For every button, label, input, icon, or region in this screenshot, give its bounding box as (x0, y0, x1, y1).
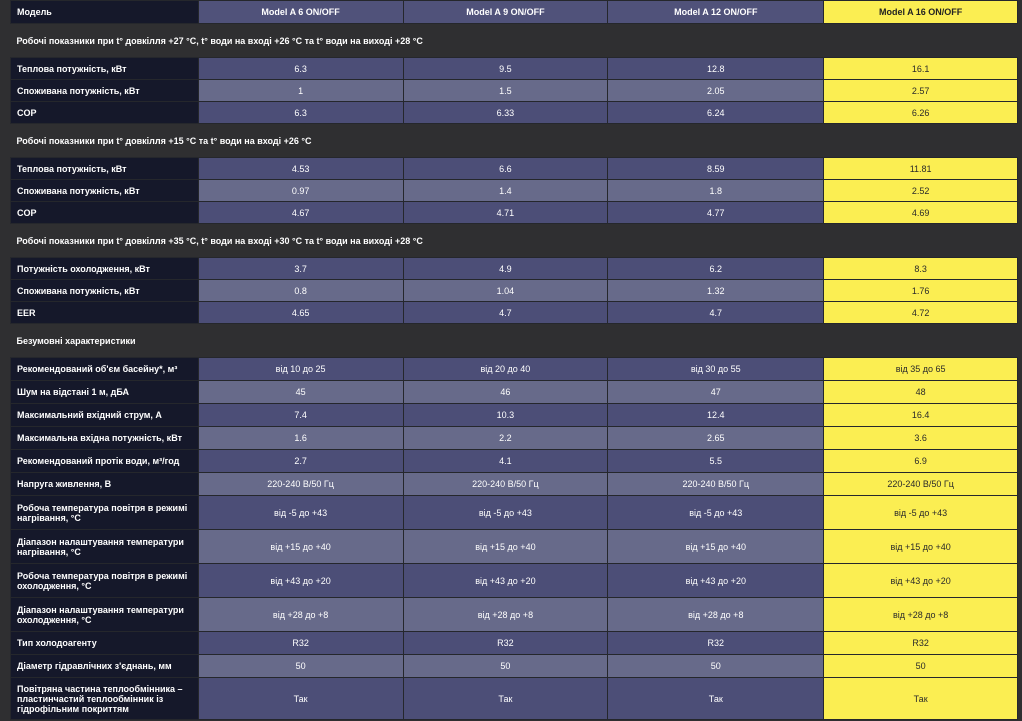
spec-value: 1.32 (608, 280, 824, 302)
spec-value: 1.5 (403, 80, 608, 102)
spec-label: Споживана потужність, кВт (11, 80, 199, 102)
spec-label: Теплова потужність, кВт (11, 58, 199, 80)
spec-value: від +15 до +40 (198, 530, 403, 564)
spec-value: від +28 до +8 (198, 598, 403, 632)
spec-label: Максимальний вхідний струм, A (11, 404, 199, 427)
spec-value: 50 (198, 655, 403, 678)
spec-row (11, 102, 1018, 124)
spec-value: 0.8 (198, 280, 403, 302)
spec-value-highlighted: 2.52 (824, 180, 1018, 202)
spec-value: 6.3 (198, 58, 403, 80)
spec-row (11, 427, 1018, 450)
section-title: Безумовні характеристики (11, 324, 1018, 358)
spec-value: 4.67 (198, 202, 403, 224)
spec-label: Напруга живлення, В (11, 473, 199, 496)
spec-value: від -5 до +43 (608, 496, 824, 530)
section-title: Робочі показники при t° довкілля +35 °C, t° води на вході +30 °C та t° води на виході +28 °C (11, 224, 1018, 258)
spec-value: від -5 до +43 (198, 496, 403, 530)
spec-value-highlighted: 6.26 (824, 102, 1018, 124)
spec-label: EER (11, 302, 199, 324)
section-title-row (11, 324, 1018, 358)
header-label: Модель (11, 1, 199, 24)
spec-value-highlighted: 16.4 (824, 404, 1018, 427)
spec-value: 6.6 (403, 158, 608, 180)
spec-value-highlighted: 4.69 (824, 202, 1018, 224)
spec-value: 47 (608, 381, 824, 404)
spec-row (11, 302, 1018, 324)
spec-value: 1.6 (198, 427, 403, 450)
section-title: Робочі показники при t° довкілля +15 °C та t° води на вході +26 °C (11, 124, 1018, 158)
spec-value: 6.24 (608, 102, 824, 124)
spec-row (11, 530, 1018, 564)
spec-value: 4.65 (198, 302, 403, 324)
spec-value: від +15 до +40 (403, 530, 608, 564)
spec-label: Діапазон налаштування температури нагрівання, °C (11, 530, 199, 564)
spec-value: Так (403, 678, 608, 720)
spec-row (11, 473, 1018, 496)
spec-value: 4.71 (403, 202, 608, 224)
spec-label: Шум на відстані 1 м, дБА (11, 381, 199, 404)
spec-value: від +43 до +20 (403, 564, 608, 598)
spec-value: R32 (403, 632, 608, 655)
spec-row (11, 598, 1018, 632)
spec-value: від +28 до +8 (608, 598, 824, 632)
spec-value: 4.1 (403, 450, 608, 473)
spec-row (11, 564, 1018, 598)
spec-value: від -5 до +43 (403, 496, 608, 530)
spec-value: 6.2 (608, 258, 824, 280)
spec-value: 1 (198, 80, 403, 102)
spec-value: 1.04 (403, 280, 608, 302)
header-row (11, 1, 1018, 24)
spec-value: 220-240 В/50 Гц (198, 473, 403, 496)
spec-value: від 20 до 40 (403, 358, 608, 381)
spec-value: 5.5 (608, 450, 824, 473)
spec-value-highlighted: від -5 до +43 (824, 496, 1018, 530)
spec-label: Рекомендований об'єм басейну*, м³ (11, 358, 199, 381)
spec-row (11, 496, 1018, 530)
spec-label: Споживана потужність, кВт (11, 280, 199, 302)
spec-value: 50 (403, 655, 608, 678)
model-column-header-highlighted: Model A 16 ON/OFF (824, 1, 1018, 24)
spec-row (11, 381, 1018, 404)
spec-value: 7.4 (198, 404, 403, 427)
spec-value: 45 (198, 381, 403, 404)
spec-row (11, 180, 1018, 202)
spec-value: 9.5 (403, 58, 608, 80)
spec-value: від +15 до +40 (608, 530, 824, 564)
spec-label: Діаметр гідравлічних з'єднань, мм (11, 655, 199, 678)
spec-label: Потужність охолодження, кВт (11, 258, 199, 280)
spec-label: Тип холодоагенту (11, 632, 199, 655)
spec-label: COP (11, 102, 199, 124)
spec-value: R32 (608, 632, 824, 655)
spec-row (11, 655, 1018, 678)
spec-row (11, 358, 1018, 381)
spec-value: 8.59 (608, 158, 824, 180)
section-title-row (11, 224, 1018, 258)
spec-value-highlighted: 2.57 (824, 80, 1018, 102)
spec-label: Максимальна вхідна потужність, кВт (11, 427, 199, 450)
spec-row (11, 450, 1018, 473)
spec-value: 46 (403, 381, 608, 404)
spec-value: 4.77 (608, 202, 824, 224)
spec-value: 6.3 (198, 102, 403, 124)
spec-value-highlighted: 3.6 (824, 427, 1018, 450)
spec-value: Так (198, 678, 403, 720)
spec-value: R32 (198, 632, 403, 655)
spec-value: 6.33 (403, 102, 608, 124)
spec-value-highlighted: 48 (824, 381, 1018, 404)
spec-value: 2.7 (198, 450, 403, 473)
spec-value: 0.97 (198, 180, 403, 202)
section-title-row (11, 24, 1018, 58)
spec-row (11, 404, 1018, 427)
spec-value-highlighted: 16.1 (824, 58, 1018, 80)
spec-row (11, 80, 1018, 102)
spec-value: 4.7 (403, 302, 608, 324)
spec-value: Так (608, 678, 824, 720)
spec-label: Споживана потужність, кВт (11, 180, 199, 202)
spec-row (11, 632, 1018, 655)
spec-value: від +28 до +8 (403, 598, 608, 632)
spec-value: 50 (608, 655, 824, 678)
spec-label: Робоча температура повітря в режимі охолодження, °C (11, 564, 199, 598)
spec-value: 12.4 (608, 404, 824, 427)
spec-value: 1.4 (403, 180, 608, 202)
spec-label: Повітряна частина теплообмінника – пластинчастий теплообмінник із гідрофільним покриттям (11, 678, 199, 720)
spec-value-highlighted: R32 (824, 632, 1018, 655)
spec-row (11, 280, 1018, 302)
section-title-row (11, 124, 1018, 158)
model-column-header: Model A 12 ON/OFF (608, 1, 824, 24)
spec-value: 2.65 (608, 427, 824, 450)
spec-value-highlighted: 50 (824, 655, 1018, 678)
spec-label: Рекомендований протік води, м³/год (11, 450, 199, 473)
spec-value: 220-240 В/50 Гц (608, 473, 824, 496)
spec-value-highlighted: 8.3 (824, 258, 1018, 280)
spec-value: від 10 до 25 (198, 358, 403, 381)
spec-row (11, 158, 1018, 180)
spec-row (11, 202, 1018, 224)
spec-value: від +43 до +20 (198, 564, 403, 598)
spec-value-highlighted: 1.76 (824, 280, 1018, 302)
spec-value-highlighted: 6.9 (824, 450, 1018, 473)
spec-label: Теплова потужність, кВт (11, 158, 199, 180)
model-column-header: Model A 6 ON/OFF (198, 1, 403, 24)
spec-value: 12.8 (608, 58, 824, 80)
spec-value-highlighted: від +28 до +8 (824, 598, 1018, 632)
spec-value: 4.9 (403, 258, 608, 280)
spec-row (11, 58, 1018, 80)
spec-value-highlighted: від +15 до +40 (824, 530, 1018, 564)
spec-value-highlighted: 4.72 (824, 302, 1018, 324)
spec-label: Діапазон налаштування температури охолодження, °C (11, 598, 199, 632)
spec-value-highlighted: від +43 до +20 (824, 564, 1018, 598)
spec-label: COP (11, 202, 199, 224)
spec-value-highlighted: Так (824, 678, 1018, 720)
spec-row (11, 258, 1018, 280)
spec-value: 4.7 (608, 302, 824, 324)
spec-value: від 30 до 55 (608, 358, 824, 381)
spec-value: 3.7 (198, 258, 403, 280)
section-title: Робочі показники при t° довкілля +27 °C, t° води на вході +26 °C та t° води на виході +28 °C (11, 24, 1018, 58)
spec-value-highlighted: 11.81 (824, 158, 1018, 180)
spec-value: 220-240 В/50 Гц (403, 473, 608, 496)
spec-value-highlighted: від 35 до 65 (824, 358, 1018, 381)
spec-value: 2.05 (608, 80, 824, 102)
spec-value: від +43 до +20 (608, 564, 824, 598)
spec-table (10, 0, 1018, 720)
model-column-header: Model A 9 ON/OFF (403, 1, 608, 24)
spec-value: 4.53 (198, 158, 403, 180)
spec-label: Робоча температура повітря в режимі нагрівання, °C (11, 496, 199, 530)
spec-value-highlighted: 220-240 В/50 Гц (824, 473, 1018, 496)
spec-value: 1.8 (608, 180, 824, 202)
spec-value: 10.3 (403, 404, 608, 427)
spec-row (11, 678, 1018, 720)
spec-value: 2.2 (403, 427, 608, 450)
